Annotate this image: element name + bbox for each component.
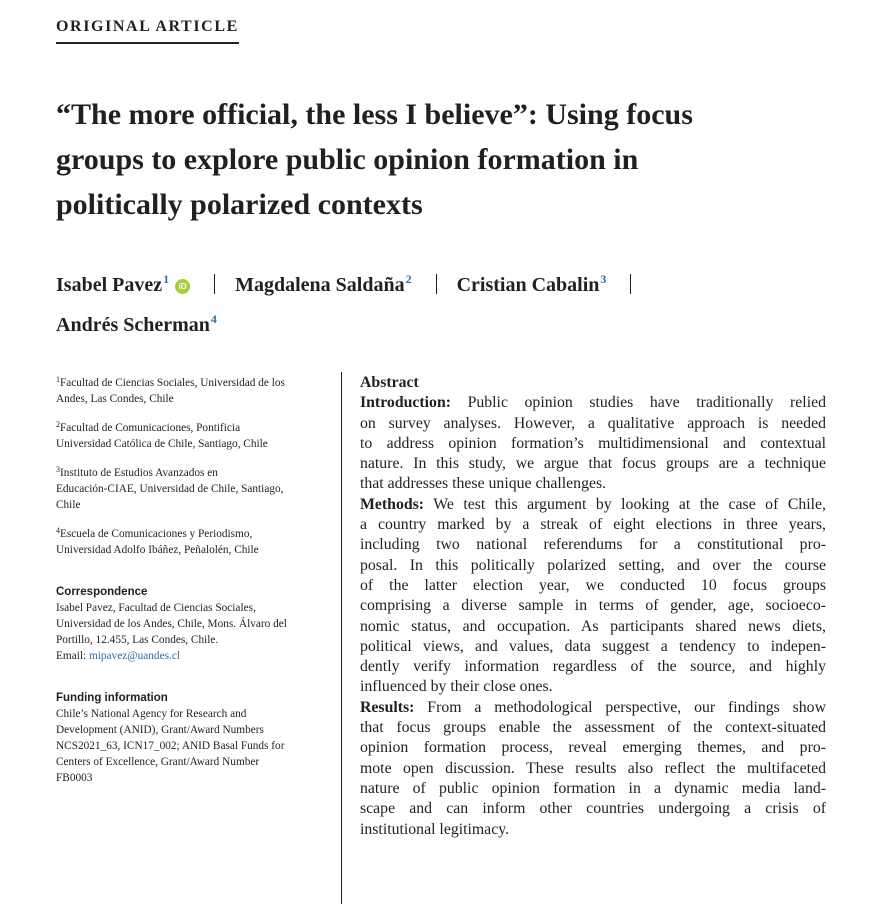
author-magdalena-saldana[interactable] <box>235 262 411 302</box>
section-label: ORIGINAL ARTICLE <box>56 18 239 44</box>
email-label: Email: <box>56 650 89 662</box>
abstract-line: nature of public opinion formation in a dynamic media land- <box>360 779 826 797</box>
funding-line: FB0003 <box>56 772 93 784</box>
abstract-text: Public opinion studies have traditionally relied <box>451 394 826 412</box>
author-affiliation-mark: 1 <box>163 272 170 286</box>
affiliation <box>56 523 326 558</box>
affiliation-mark: 4 <box>56 526 60 535</box>
abstract-line: comprising a diverse sample in terms of gender, age, socioeco- <box>360 597 826 615</box>
abstract-line <box>360 698 826 718</box>
correspondence-text <box>56 600 326 664</box>
affiliation-line: Instituto de Estudios Avanzados en <box>60 467 218 479</box>
introduction-label: Introduction: <box>360 394 451 412</box>
correspondence-heading: Correspondence <box>56 586 148 598</box>
author-name: Andrés Scherman <box>56 314 210 336</box>
affiliation <box>56 462 326 513</box>
abstract-line: including two national referendums for a constitutional pro- <box>360 536 826 554</box>
abstract-line: opinion formation process, reveal emerging themes, and pro- <box>360 739 826 757</box>
author-separator <box>436 274 437 294</box>
abstract-line: scape and can inform other countries undergoing a crisis of <box>360 800 826 818</box>
abstract-line: that focus groups enable the assessment of the context-situated <box>360 719 826 737</box>
abstract-line: mote open discussion. These results also reflect the multifaceted <box>360 759 826 777</box>
author-isabel-pavez[interactable] <box>56 262 190 302</box>
abstract-line: influenced by their close ones. <box>360 678 553 696</box>
affiliation-line: Chile <box>56 499 81 511</box>
abstract-line: posal. In this politically polarized setting, and over the course <box>360 556 826 574</box>
affiliation <box>56 372 326 407</box>
abstract-line: of the latter election year, we conducted 10 focus groups <box>360 576 826 594</box>
affiliation-line: Universidad Católica de Chile, Santiago, Chile <box>56 438 268 450</box>
funding-heading: Funding information <box>56 692 168 704</box>
abstract-line: institutional legitimacy. <box>360 820 510 838</box>
author-affiliation-mark: 3 <box>600 272 607 286</box>
article-info-column <box>56 372 326 786</box>
article-title <box>56 92 836 227</box>
column-divider <box>341 372 342 904</box>
affiliation-line: Educación-CIAE, Universidad de Chile, Santiago, <box>56 483 284 495</box>
abstract-line: that addresses these unique challenges. <box>360 475 607 493</box>
methods-label: Methods: <box>360 495 425 513</box>
abstract-line: a country marked by a streak of eight elections in three years, <box>360 516 826 534</box>
abstract-text: We test this argument by looking at the case of Chile, <box>424 495 826 513</box>
affiliation-line: Facultad de Ciencias Sociales, Universidad de los <box>60 377 285 389</box>
funding-line: Centers of Excellence, Grant/Award Number <box>56 756 260 768</box>
affiliation-line: Facultad de Comunicaciones, Pontificia <box>60 422 241 434</box>
title-line: “The more official, the less I believe”: Using focus <box>56 98 693 131</box>
affiliation <box>56 417 326 452</box>
affiliation-mark: 1 <box>56 375 60 384</box>
title-line: politically polarized contexts <box>56 188 423 221</box>
abstract-line: nature. In this study, we argue that focus groups are a technique <box>360 455 826 473</box>
author-row <box>56 262 836 302</box>
author-list <box>56 262 836 342</box>
affiliation-line: Escuela de Comunicaciones y Periodismo, <box>60 528 253 540</box>
affiliation-mark: 3 <box>56 465 60 474</box>
author-affiliation-mark: 4 <box>210 312 217 326</box>
author-separator <box>630 274 631 294</box>
author-row <box>56 302 836 342</box>
funding-line: Development (ANID), Grant/Award Numbers <box>56 724 264 736</box>
correspondence-line: Portillo, 12.455, Las Condes, Chile. <box>56 634 219 646</box>
abstract-line: on survey analyses. However, a qualitative approach is needed <box>360 414 826 432</box>
abstract-text: From a methodological perspective, our findings show <box>414 698 826 716</box>
orcid-icon[interactable]: iD <box>175 279 190 294</box>
affiliation-mark: 2 <box>56 420 60 429</box>
abstract <box>360 373 826 840</box>
correspondence-line: Universidad de los Andes, Chile, Mons. Álvaro del <box>56 618 287 630</box>
author-affiliation-mark: 2 <box>405 272 412 286</box>
abstract-line: to address opinion formation’s multidimensional and contextual <box>360 434 826 452</box>
funding-text <box>56 706 326 786</box>
email-link[interactable]: mipavez@uandes.cl <box>88 650 180 662</box>
results-label: Results: <box>360 698 415 716</box>
correspondence-line: Isabel Pavez, Facultad de Ciencias Sociales, <box>56 602 256 614</box>
funding-line: Chile’s National Agency for Research and <box>56 708 247 720</box>
abstract-line: nomic status, and occupation. As participants shared news diets, <box>360 617 826 635</box>
author-name: Isabel Pavez <box>56 274 163 296</box>
author-andres-scherman[interactable] <box>56 302 217 342</box>
affiliation-line: Universidad Adolfo Ibáñez, Peñalolén, Chile <box>56 544 259 556</box>
abstract-line <box>360 495 826 515</box>
abstract-heading: Abstract <box>360 374 419 391</box>
abstract-line <box>360 393 826 413</box>
title-line: groups to explore public opinion formation in <box>56 143 639 176</box>
funding-line: NCS2021_63, ICN17_002; ANID Basal Funds for <box>56 740 285 752</box>
author-name: Cristian Cabalin <box>456 274 600 296</box>
abstract-line: dently verify information regardless of the source, and highly <box>360 658 826 676</box>
affiliation-line: Andes, Las Condes, Chile <box>56 393 174 405</box>
abstract-line: political views, and values, data suggest a tendency to indepen- <box>360 637 826 655</box>
author-name: Magdalena Saldaña <box>235 274 405 296</box>
author-separator <box>214 274 215 294</box>
author-cristian-cabalin[interactable] <box>457 262 607 302</box>
